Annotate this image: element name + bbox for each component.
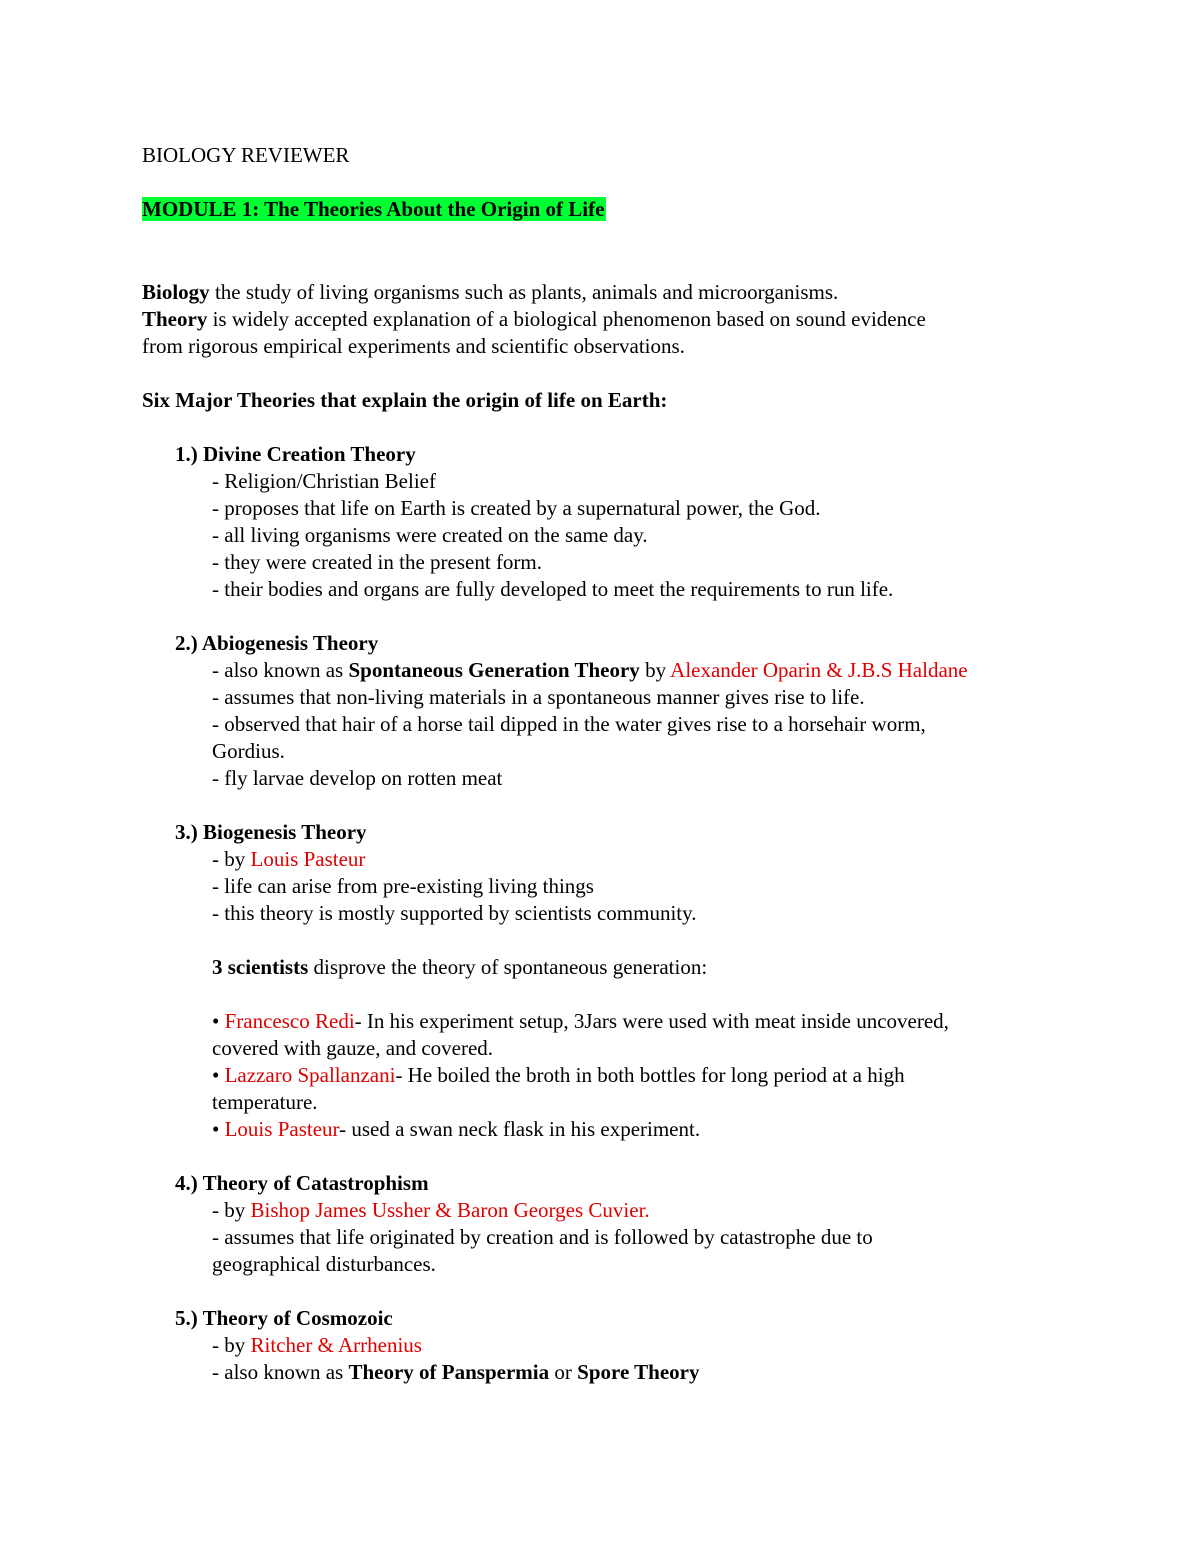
theory-5-heading: 5.) Theory of Cosmozoic [175,1306,393,1330]
biology-definition [142,279,838,306]
theory-3-heading: 3.) Biogenesis Theory [175,820,367,844]
theory-2-line: - observed that hair of a horse tail dipped in the water gives rise to a horsehair worm, [212,712,926,736]
bold-term: 3 scientists [212,955,309,979]
theory-2-line: - fly larvae develop on rotten meat [212,766,503,790]
text-run: - by [212,1198,251,1222]
text-run: - He boiled the broth in both bottles for long period at a high [395,1063,905,1087]
theory-1-heading: 1.) Divine Creation Theory [175,442,416,466]
text-run: - by [212,847,251,871]
theory-2-line: - assumes that non-living materials in a spontaneous manner gives rise to life. [212,685,865,709]
scientist-name: Ritcher & Arrhenius [250,1333,422,1357]
theory-3-line: - this theory is mostly supported by scientists community. [212,901,697,925]
theory-1-line: - proposes that life on Earth is created by a supernatural power, the God. [212,496,821,520]
biology-def: the study of living organisms such as plants, animals and microorganisms. [209,280,839,304]
theory-4-line: - assumes that life originated by creation and is followed by catastrophe due to [212,1225,873,1249]
theory-5-line [212,1359,699,1386]
text-run: or [549,1360,578,1384]
theory-4-line: geographical disturbances. [212,1252,436,1276]
theory-4-line [212,1197,650,1224]
theory-4-heading: 4.) Theory of Catastrophism [175,1171,429,1195]
scientist-bullet-cont: covered with gauze, and covered. [212,1036,494,1060]
theory-def-2: from rigorous empirical experiments and scientific observations. [142,334,685,358]
bold-term: Spore Theory [577,1360,700,1384]
text-run: - also known as [212,658,349,682]
scientist-bullet-cont: temperature. [212,1090,318,1114]
scientist-name: Lazzaro Spallanzani [224,1063,396,1087]
bullet: • [212,1063,225,1087]
text-run: - by [212,1333,251,1357]
scientist-name: Alexander Oparin & J.B.S Haldane [670,658,968,682]
theory-2-heading: 2.) Abiogenesis Theory [175,631,379,655]
bold-term: Spontaneous Generation Theory [348,658,640,682]
scientist-name: Francesco Redi [224,1009,355,1033]
document-title: BIOLOGY REVIEWER [142,143,350,167]
theory-term: Theory [142,307,208,331]
theory-1-line: - all living organisms were created on the same day. [212,523,648,547]
scientist-bullet [212,1062,905,1089]
scientists-intro [212,954,707,981]
text-run: - used a swan neck flask in his experiment. [339,1117,701,1141]
scientist-bullet [212,1008,949,1035]
six-theories-heading: Six Major Theories that explain the origin of life on Earth: [142,388,668,412]
theory-5-line [212,1332,422,1359]
theory-definition [142,306,926,333]
text-run: - also known as [212,1360,349,1384]
theory-2-line: Gordius. [212,739,285,763]
bullet: • [212,1117,225,1141]
theory-3-line: - life can arise from pre-existing living things [212,874,594,898]
biology-term: Biology [142,280,210,304]
bullet: • [212,1009,225,1033]
text-run: by [639,658,671,682]
scientist-name: Louis Pasteur [224,1117,340,1141]
module-heading [142,196,606,223]
scientist-name: Bishop James Ussher & Baron Georges Cuvier. [250,1198,650,1222]
theory-1-line: - their bodies and organs are fully developed to meet the requirements to run life. [212,577,894,601]
text-run: disprove the theory of spontaneous generation: [308,955,708,979]
scientist-bullet [212,1116,700,1143]
theory-1-line: - they were created in the present form. [212,550,543,574]
scientist-name: Louis Pasteur [250,847,366,871]
theory-3-line [212,846,365,873]
theory-def-1: is widely accepted explanation of a biological phenomenon based on sound evidence [207,307,926,331]
theory-2-line [212,657,968,684]
text-run: - In his experiment setup, 3Jars were used with meat inside uncovered, [354,1009,949,1033]
bold-term: Theory of Panspermia [348,1360,550,1384]
theory-1-line: - Religion/Christian Belief [212,469,436,493]
module-heading-highlight: MODULE 1: The Theories About the Origin of Life [142,197,605,221]
